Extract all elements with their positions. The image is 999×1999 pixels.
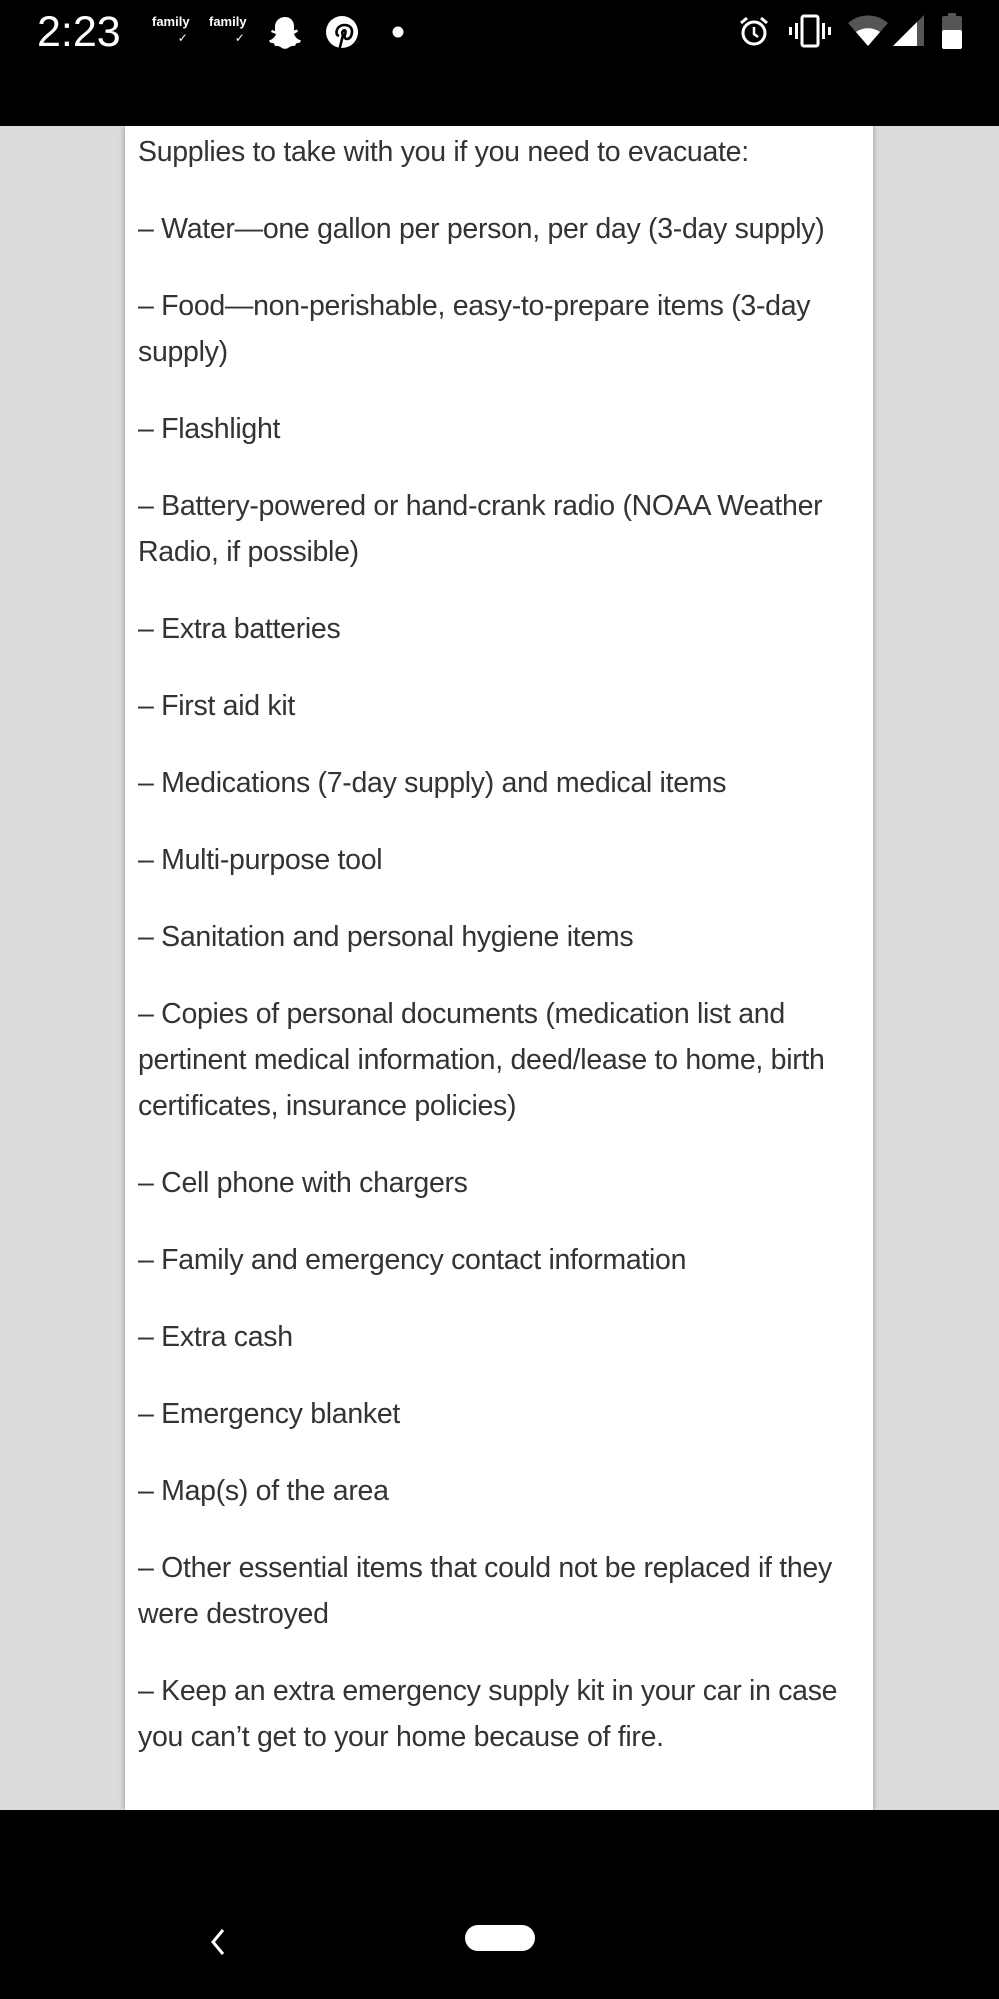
list-item: – Other essential items that could not be replaced if they were destroyed [138,1552,832,1630]
list-item: – Emergency blanket [138,1398,401,1430]
list-item: – Multi-purpose tool [138,844,383,876]
list-item: – Keep an extra emergency supply kit in your car in case you can’t get to your home because of fire. [138,1675,838,1753]
list-item: – Flashlight [138,413,281,445]
content-area[interactable] [0,126,999,1810]
document-card [125,126,873,1810]
document-text [138,126,858,1791]
wifi-icon [848,15,888,47]
list-item: – Cell phone with chargers [138,1167,468,1199]
document-title: Supplies to take with you if you need to evacuate: [138,136,749,168]
pinterest-icon [324,14,360,50]
more-notifications-dot-icon [391,25,405,39]
family-label: family [152,14,190,29]
battery-icon [942,13,962,49]
home-pill-icon[interactable] [465,1925,535,1951]
list-item: – Extra batteries [138,613,341,645]
list-item: – Map(s) of the area [138,1475,389,1507]
family-notification-icon [209,14,247,46]
list-item: – Water—one gallon per person, per day (3-day supply) [138,213,825,245]
list-item: – First aid kit [138,690,296,722]
check-mark: ✓ [177,31,188,45]
family-notification-icon [152,14,190,46]
navigation-bar [0,1810,999,1999]
check-mark: ✓ [234,31,245,45]
family-label: family [209,14,247,29]
alarm-icon [737,14,771,48]
list-item: – Copies of personal documents (medication list and pertinent medical information, deed/lease to home, birth certificates, insurance policies) [138,998,825,1122]
list-item: – Extra cash [138,1321,293,1353]
vibrate-icon [789,14,831,48]
clock: 2:23 [37,8,121,56]
list-item: – Battery-powered or hand-crank radio (NOAA Weather Radio, if possible) [138,490,823,568]
back-chevron-icon[interactable] [208,1927,228,1957]
cell-signal-icon [893,15,925,47]
list-item: – Food—non-perishable, easy-to-prepare items (3-day supply) [138,290,811,368]
list-item: – Sanitation and personal hygiene items [138,921,634,953]
status-bar [0,0,999,126]
list-item: – Medications (7-day supply) and medical items [138,767,727,799]
list-item: – Family and emergency contact information [138,1244,687,1276]
snapchat-icon [266,15,304,49]
